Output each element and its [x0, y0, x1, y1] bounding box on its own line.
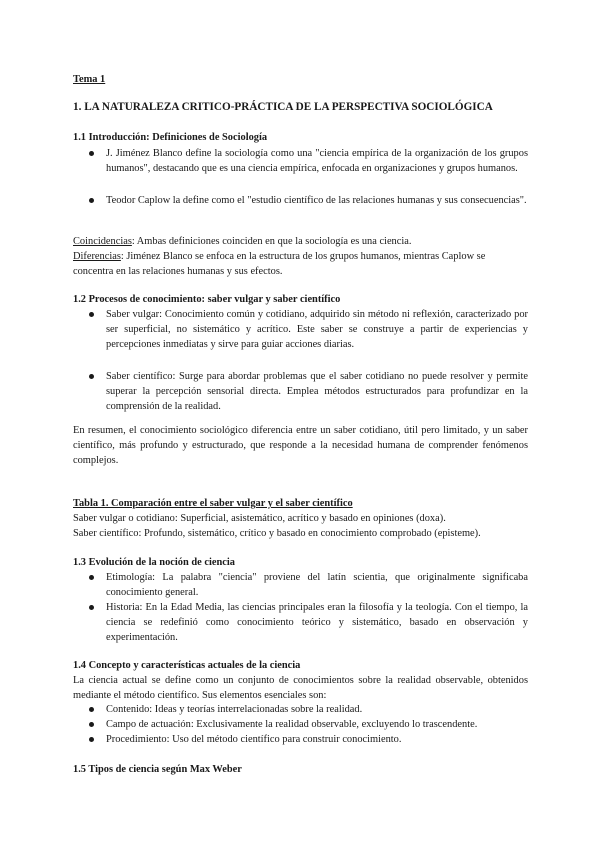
section-1-5-heading: 1.5 Tipos de ciencia según Max Weber — [73, 764, 242, 775]
coincidencias-paragraph: Coincidencias: Ambas definiciones coinciden en que la sociología es una ciencia. — [73, 236, 412, 247]
section-1-2-list — [73, 307, 528, 414]
section-1-1-list — [73, 146, 528, 208]
bullet-icon — [89, 722, 94, 727]
bullet-icon — [89, 374, 94, 379]
list-item: Contenido: Ideas y teorías interrelacionadas sobre la realidad. — [73, 702, 528, 717]
list-item: J. Jiménez Blanco define la sociología como una "ciencia empírica de la organización de los grupos humanos", destacando que es una ciencia empírica, enfocada en organizaciones y grupos humanos. — [73, 146, 528, 176]
section-1-4-list — [73, 702, 528, 747]
list-item: Historia: En la Edad Media, las ciencias principales eran la filosofía y la teología. Con el tiempo, la ciencia se redefinió como conocimiento teórico y sistemático, basado en observación y experimentación. — [73, 600, 528, 645]
list-item: Etimología: La palabra "ciencia" proviene del latín scientia, que originalmente significaba conocimiento general. — [73, 570, 528, 600]
list-item: Procedimiento: Uso del método científico para construir conocimiento. — [73, 732, 528, 747]
list-item: Teodor Caplow la define como el "estudio científico de las relaciones humanas y sus consecuencias". — [73, 193, 528, 208]
tema-label: Tema 1 — [73, 74, 106, 85]
bullet-icon — [89, 198, 94, 203]
section-1-2-heading: 1.2 Procesos de conocimiento: saber vulgar y saber científico — [73, 294, 341, 305]
section-1-1-heading: 1.1 Introducción: Definiciones de Sociología — [73, 132, 268, 143]
section-1-3-list — [73, 570, 528, 645]
bullet-icon — [89, 605, 94, 610]
main-title: 1. LA NATURALEZA CRITICO-PRÁCTICA DE LA PERSPECTIVA SOCIOLÓGICA — [73, 101, 493, 113]
section-1-3-heading: 1.3 Evolución de la noción de ciencia — [73, 557, 235, 568]
list-item: Saber científico: Surge para abordar problemas que el saber cotidiano no puede resolver y permite superar la percepción sensorial directa. Emplea métodos estructurados para profundizar en la comprensión de la realidad. — [73, 369, 528, 414]
bullet-icon — [89, 737, 94, 742]
summary-paragraph: En resumen, el conocimiento sociológico diferencia entre un saber cotidiano, útil pero limitado, y un saber científico, más profundo y estructurado, que responde a la necesidad humana de comprender fenómenos complejos. — [73, 425, 528, 466]
list-item: Campo de actuación: Exclusivamente la realidad observable, excluyendo lo trascendente. — [73, 717, 528, 732]
bullet-icon — [89, 707, 94, 712]
bullet-icon — [89, 151, 94, 156]
section-1-4-heading: 1.4 Concepto y características actuales de la ciencia — [73, 660, 301, 671]
diferencias-label: Diferencias — [73, 251, 121, 262]
table-1-heading: Tabla 1. Comparación entre el saber vulgar y el saber científico — [73, 498, 353, 509]
diferencias-paragraph: Diferencias: Jiménez Blanco se enfoca en la estructura de los grupos humanos, mientras Caplow se concentra en las relaciones humanas y sus efectos. — [73, 251, 486, 277]
list-item: Saber vulgar: Conocimiento común y cotidiano, adquirido sin método ni reflexión, caracterizado por ser superficial, no sistemático y acrítico. Este saber se construye a partir de experiencias y percepciones inmediatas y sirve para guiar acciones diarias. — [73, 307, 528, 352]
bullet-icon — [89, 575, 94, 580]
section-1-4-intro: La ciencia actual se define como un conjunto de conocimientos sobre la realidad observable, obtenidos mediante el método científico. Sus elementos esenciales son: — [73, 675, 528, 701]
table-1-row: Saber científico: Profundo, sistemático, crítico y basado en conocimiento comprobado (episteme). — [73, 528, 481, 539]
coincidencias-label: Coincidencias — [73, 236, 132, 247]
bullet-icon — [89, 312, 94, 317]
table-1-row: Saber vulgar o cotidiano: Superficial, asistemático, acrítico y basado en opiniones (doxa). — [73, 513, 446, 524]
